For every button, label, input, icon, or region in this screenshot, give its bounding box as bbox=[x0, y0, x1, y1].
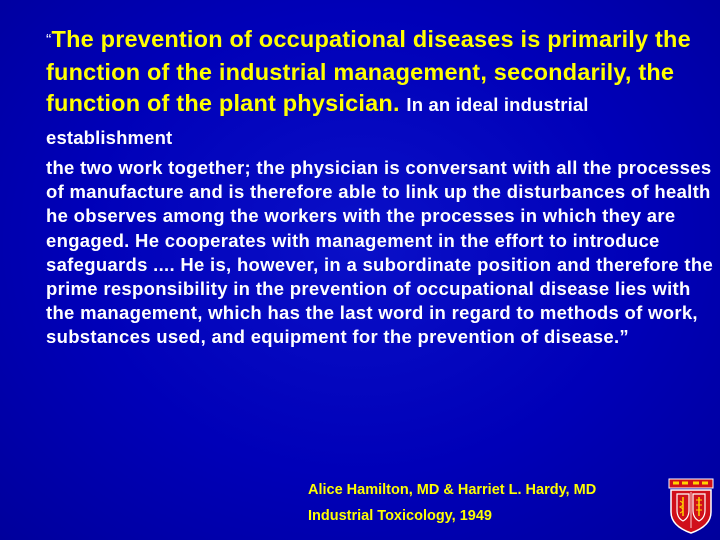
quote-block bbox=[46, 24, 714, 350]
attribution-source: Industrial Toxicology, 1949 bbox=[308, 508, 492, 524]
open-quote-mark: “ bbox=[46, 32, 52, 49]
attribution bbox=[308, 477, 596, 529]
university-seal-icon bbox=[667, 478, 715, 534]
attribution-authors: Alice Hamilton, MD & Harriet L. Hardy, MD bbox=[308, 482, 597, 498]
quote-body: the two work together; the physician is conversant with all the processes of manufacture and is therefore able to link up the disturbances of health he observes among the workers with the processes in which they are engaged. He cooperates with management in the effort to introduce safeguards .... He is, however, in a subordinate position and therefore the prime responsibility in the prevention of occupational disease lies with the management, which has the last word in regard to methods of work, substances used, and equipment for the prevention of disease.” bbox=[46, 157, 714, 348]
quote-lead-continuation: In an ideal industrial establishment bbox=[46, 94, 589, 148]
quote-lead-text: The prevention of occupational diseases is primarily the function of the industrial management, secondarily, the function of the plant physician. bbox=[46, 26, 691, 116]
quote-lead bbox=[46, 24, 714, 153]
